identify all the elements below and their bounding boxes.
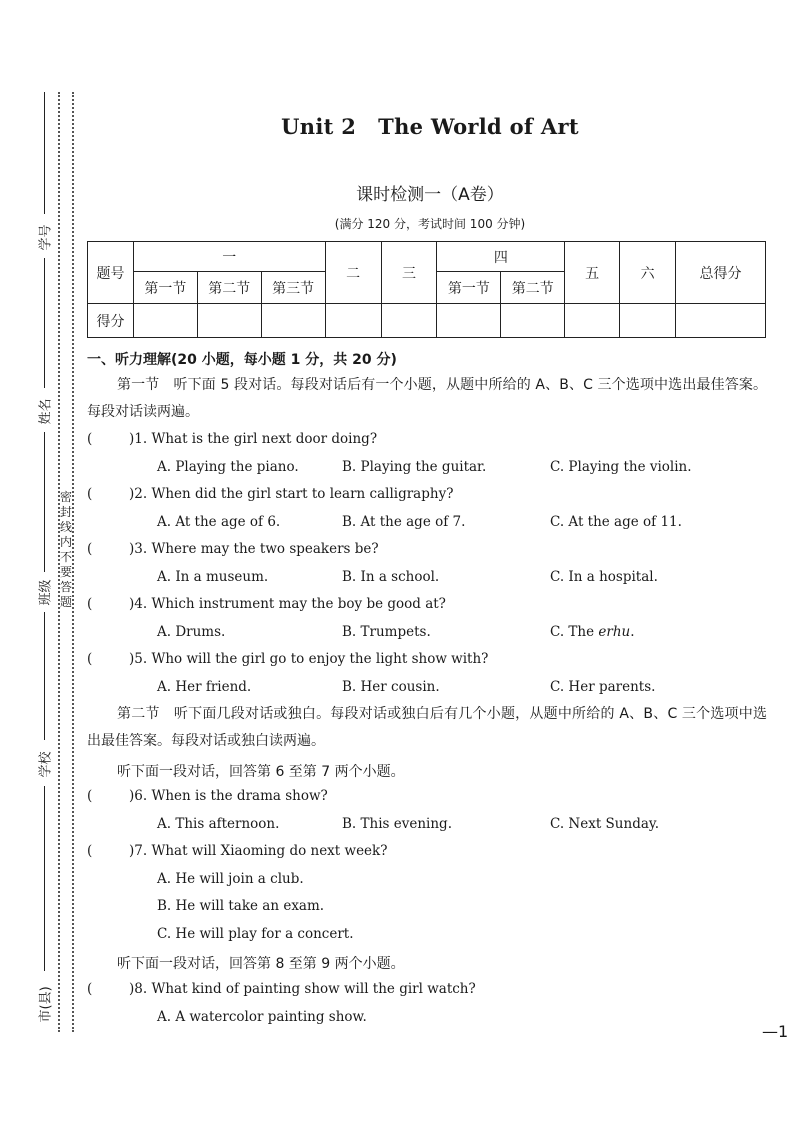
question-text: What kind of painting show will the girl watch? xyxy=(151,981,476,997)
margin-label-student-no: 学号 xyxy=(38,224,54,251)
instruction-6-7: 听下面一段对话，回答第 6 至第 7 两个小题。 xyxy=(117,764,405,780)
option-a: A. This afternoon. xyxy=(157,816,280,832)
option-c-text: C. The xyxy=(550,624,595,640)
question-1 xyxy=(87,431,377,447)
option-a: A. He will join a club. xyxy=(157,871,304,887)
unit-name: The World of Art xyxy=(378,114,579,139)
score-cell[interactable] xyxy=(676,304,766,338)
four-sub-2: 第二节 xyxy=(501,272,565,304)
score-cell[interactable] xyxy=(620,304,676,338)
margin-line xyxy=(44,92,45,214)
question-number: )7. xyxy=(129,843,148,859)
score-cell[interactable] xyxy=(437,304,501,338)
question-2 xyxy=(87,486,453,502)
question-text: Where may the two speakers be? xyxy=(151,541,379,557)
option-c: C. Her parents. xyxy=(550,679,656,695)
margin-line xyxy=(44,258,45,388)
option-b: B. At the age of 7. xyxy=(342,514,466,530)
col-six: 六 xyxy=(620,242,676,304)
option-c xyxy=(550,624,635,640)
score-table xyxy=(87,241,766,338)
score-cell[interactable] xyxy=(325,304,381,338)
instruction-8-9: 听下面一段对话，回答第 8 至第 9 两个小题。 xyxy=(117,956,405,972)
option-c: C. Next Sunday. xyxy=(550,816,660,832)
option-a: A. In a museum. xyxy=(157,569,269,585)
score-label: 得分 xyxy=(88,304,134,338)
question-text: Which instrument may the boy be good at? xyxy=(151,596,446,612)
option-b: B. Playing the guitar. xyxy=(342,459,487,475)
question-4 xyxy=(87,596,446,612)
answer-blank[interactable]: ( xyxy=(87,486,93,502)
option-c-italic: erhu xyxy=(598,624,631,640)
margin-line xyxy=(44,432,45,572)
question-number: )1. xyxy=(129,431,148,447)
option-b: B. He will take an exam. xyxy=(157,898,325,914)
question-text: What will Xiaoming do next week? xyxy=(151,843,388,859)
question-6 xyxy=(87,788,328,804)
margin-line xyxy=(44,612,45,740)
option-c: C. At the age of 11. xyxy=(550,514,682,530)
col-five: 五 xyxy=(565,242,620,304)
score-cell[interactable] xyxy=(381,304,437,338)
unit-number: Unit 2 xyxy=(281,114,357,139)
col-four: 四 xyxy=(437,242,565,272)
margin-line xyxy=(44,786,45,971)
option-c: C. Playing the violin. xyxy=(550,459,692,475)
col-three: 三 xyxy=(381,242,437,304)
part1-intro: 第一节 听下面 5 段对话。每段对话后有一个小题，从题中所给的 A、B、C 三个选项中选出最佳答案。每段对话读两遍。 xyxy=(87,377,767,420)
option-a: A. Playing the piano. xyxy=(157,459,299,475)
one-sub-1: 第一节 xyxy=(133,272,197,304)
question-number: )3. xyxy=(129,541,148,557)
option-a: A. At the age of 6. xyxy=(157,514,281,530)
row-label: 题号 xyxy=(88,242,134,304)
question-7 xyxy=(87,843,387,859)
unit-title xyxy=(80,114,780,139)
col-one: 一 xyxy=(133,242,325,272)
question-text: What is the girl next door doing? xyxy=(151,431,378,447)
answer-blank[interactable]: ( xyxy=(87,651,93,667)
option-a: A. Her friend. xyxy=(157,679,252,695)
question-3 xyxy=(87,541,379,557)
option-b: B. This evening. xyxy=(342,816,452,832)
question-number: )8. xyxy=(129,981,148,997)
score-time-note: (满分 120 分，考试时间 100 分钟) xyxy=(334,217,526,231)
margin-label-name: 姓名 xyxy=(38,398,54,425)
answer-blank[interactable]: ( xyxy=(87,843,93,859)
score-cell[interactable] xyxy=(133,304,197,338)
question-number: )6. xyxy=(129,788,148,804)
answer-blank[interactable]: ( xyxy=(87,431,93,447)
question-number: )2. xyxy=(129,486,148,502)
question-text: Who will the girl go to enjoy the light show with? xyxy=(151,651,489,667)
question-number: )4. xyxy=(129,596,148,612)
question-5 xyxy=(87,651,488,667)
option-a: A. A watercolor painting show. xyxy=(157,1009,367,1025)
margin-label-class: 班级 xyxy=(38,579,54,606)
col-two: 二 xyxy=(325,242,381,304)
seal-note: 密封线内不要答题 xyxy=(59,490,72,609)
test-subtitle: 课时检测一（A卷） xyxy=(356,185,504,205)
answer-blank[interactable]: ( xyxy=(87,541,93,557)
question-number: )5. xyxy=(129,651,148,667)
one-sub-3: 第三节 xyxy=(261,272,325,304)
answer-blank[interactable]: ( xyxy=(87,981,93,997)
option-a: A. Drums. xyxy=(157,624,226,640)
option-b: B. Trumpets. xyxy=(342,624,431,640)
margin-label-city: 市(县) xyxy=(38,986,54,1023)
option-c-end: . xyxy=(630,624,635,640)
answer-blank[interactable]: ( xyxy=(87,788,93,804)
question-8 xyxy=(87,981,476,997)
col-total: 总得分 xyxy=(676,242,766,304)
four-sub-1: 第一节 xyxy=(437,272,501,304)
score-cell[interactable] xyxy=(197,304,261,338)
answer-blank[interactable]: ( xyxy=(87,596,93,612)
section-heading: 一、听力理解(20 小题，每小题 1 分，共 20 分) xyxy=(87,352,397,368)
margin-label-school: 学校 xyxy=(38,751,54,778)
page-number: —1 xyxy=(762,1022,789,1041)
score-cell[interactable] xyxy=(501,304,565,338)
part2-intro: 第二节 听下面几段对话或独白。每段对话或独白后有几个小题，从题中所给的 A、B、C 三个选项中选出最佳答案。每段对话或独白读两遍。 xyxy=(87,706,767,749)
one-sub-2: 第二节 xyxy=(197,272,261,304)
option-b: B. In a school. xyxy=(342,569,440,585)
option-b: B. Her cousin. xyxy=(342,679,440,695)
binding-margin xyxy=(0,0,80,1121)
question-text: When is the drama show? xyxy=(151,788,328,804)
question-text: When did the girl start to learn calligraphy? xyxy=(151,486,454,502)
score-cell[interactable] xyxy=(565,304,620,338)
option-c: C. He will play for a concert. xyxy=(157,926,354,942)
score-cell[interactable] xyxy=(261,304,325,338)
option-c: C. In a hospital. xyxy=(550,569,658,585)
